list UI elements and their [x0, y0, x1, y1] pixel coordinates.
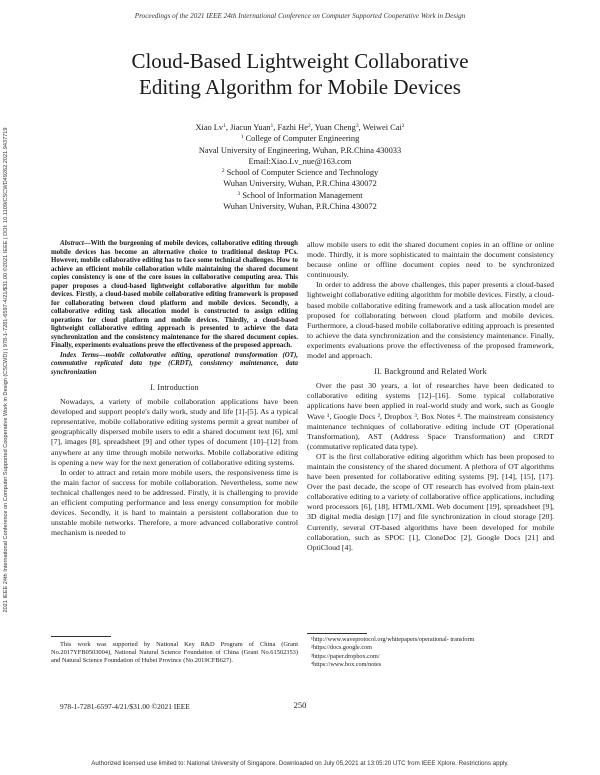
abstract-label: Abstract—	[60, 240, 91, 247]
author-name: Yuan Cheng	[314, 123, 356, 132]
section-heading-background: II. Background and Related Work	[374, 367, 487, 377]
section-heading-introduction: I. Introduction	[150, 383, 199, 392]
affiliation-2-address: Wuhan University, Wuhan, P.R.China 430072	[223, 179, 377, 189]
paper-title	[40, 48, 560, 100]
title-line-1: Cloud-Based Lightweight Collaborative	[131, 49, 469, 73]
author-name: Jiacun Yuan	[230, 123, 271, 132]
funding-footnote	[51, 641, 298, 665]
license-notice: Authorized licensed use limited to: National University of Singapore. Downloaded on July 05,2021 at 13:05:20 UTC from IEEE Xplore. Restrictions apply.	[91, 760, 509, 767]
footnote-url-3: ³https://paper.dropbox.com/	[311, 652, 380, 660]
affiliation-3	[100, 190, 500, 201]
footnote-url-2: ²https://docs.google.com	[311, 644, 372, 652]
affiliation-3-address: Wuhan University, Wuhan, P.R.China 430072	[223, 202, 377, 212]
index-terms	[51, 352, 298, 378]
author-sup: 3	[355, 123, 359, 129]
author-sup: 2	[307, 123, 311, 129]
index-terms-text: mobile collaborative editing, operational transformation (OT), commutative replicated data type (CRDT), consistency maintenance, data synchronization	[51, 351, 299, 376]
affiliation-name: School of Computer Science and Technology	[226, 168, 379, 178]
author-sup: 1	[223, 123, 226, 129]
url-footnotes	[311, 636, 551, 670]
author-name: Xiao Lv	[195, 123, 224, 132]
affiliation-1-address: Naval University of Engineering, Wuhan, P.R.China 430033	[198, 145, 402, 155]
page-number: 250	[293, 700, 307, 710]
affiliation-sup: 2	[221, 168, 225, 175]
doi-sidebar-text: 2021 IEEE 24th International Conference on Computer Supported Cooperative Work in Design (CSCWD) | 978-1-7281-6597-4/21/$31.00 ©2021 IEEE | DOI: 10.1109/CSCWD49262.2021.9437719	[3, 127, 9, 613]
author-name: Fazhi He	[277, 123, 308, 132]
left-column	[51, 240, 298, 538]
footnote-url-1: ¹http://www.waveprotocol.org/whitepapers/operational- transform	[311, 636, 475, 643]
footnote-url-4: ⁴https://www.box.com/notes	[311, 661, 382, 669]
intro-paragraph-continued: allow mobile users to edit the shared document copies in an offline or online mode. Thirdly, it is more sophisticated to maintain the document consistency because online or offline document copies need to be synchronized continuously.	[307, 240, 554, 280]
affiliation-2	[100, 167, 500, 178]
intro-paragraph-1: Nowadays, a variety of mobile collaboration applications have been developed and support people's daily work, study and life [1]-[5]. As a typical representative, mobile collaborative editing systems permit a great number of geographically dispersed mobile users to edit a shared document text [6], xml [7], images [8], spreadsheet [9] and other types of document [10]–[12] from anywhere at any time through mobile networks. Mobile collaborative editing is opening a new way for the next generation of collaborative editing systems.	[51, 397, 298, 467]
doi-sidebar	[1, 60, 11, 680]
footnote-rule-left	[51, 636, 111, 637]
author-block	[100, 122, 500, 212]
right-column	[307, 240, 554, 553]
abstract	[51, 240, 298, 351]
abstract-text: With the burgeoning of mobile devices, collaborative editing through mobile devices has become an alternative choice to traditional desktop PCs. However, mobile collaborative editing has to face some technical challenges. How to achieve an efficient mobile collaboration while maintaining the shared document copies consistency is one of the core issues in collaborative computing area. This paper proposes a cloud-based lightweight collaborative algorithm for mobile devices. Firstly, a cloud-based mobile collaborative editing framework is proposed for collaborating between cloud platform and mobile devices. Secondly, a collaborative editing task allocation model is constructed to assign editing operations for cloud platform and mobile devices. Thirdly, a cloud-based lightweight collaborative editing approach is presented to achieve the data synchronization and the consistency maintenance for the shared document copies. Finally, experiments evaluations prove the effectiveness of the proposed approach.	[51, 240, 298, 349]
title-line-2: Editing Algorithm for Mobile Devices	[139, 75, 461, 99]
background-paragraph-1: Over the past 30 years, a lot of researches have been dedicated to collaborative editing systems [12]–[16]. Some typical collaborative applications have been applied in real-world study and work, such as Google Wave ¹, Google Docs ², Dropbox ³, Box Notes ⁴. The mainstream consistency maintenance techniques of collaborative editing include OT (Operational Transformation), AST (Address Space Transformation) and CRDT (commutative replicated data type).	[307, 381, 554, 451]
background-paragraph-2: OT is the first collaborative editing algorithm which has been proposed to maintain the consistency of the shared document. A plethora of OT algorithms have been presented for collaborative editing systems [9], [14], [15], [17]. Over the past decade, the scope of OT research has evolved from plain-text collaborative editing to a variety of collaborative office applications, including word processors [6], [18], HTML/XML Web document [19], spreadsheet [9], 3D digital media design [17] and file synchronization in cloud storage [20]. Currently, several OT-based algorithms have been developed for mobile collaboration, such as SPOC [1], CloneDoc [2], Google Docs [21] and OptiCloud [4].	[307, 451, 554, 552]
affiliation-name: College of Computer Engineering	[245, 134, 360, 144]
funding-footnote-text: This work was supported by National Key R&D Program of China (Grant No.2017YFB0503004), National Natural Science Foundation of China (Grant No.61502353) and Natural Science Foundation of Hubei Province (No.2019CFB627).	[51, 641, 298, 664]
author-sup: 2	[401, 123, 405, 129]
intro-paragraph-3: In order to address the above challenges, this paper presents a cloud-based lightweight collaborative editing algorithm for mobile devices. Firstly, a cloud-based mobile collaborative editing framework and a task allocation model are proposed for collaborating between cloud platform and mobile devices. Furthermore, a cloud-based mobile collaborative editing approach is presented to achieve the data synchronization and the consistency maintenance. Finally, experiments evaluations prove the effectiveness of the proposed framework, model and approach.	[307, 280, 554, 361]
isbn-copyright: 978-1-7281-6597-4/21/$31.00 ©2021 IEEE	[60, 702, 190, 711]
intro-paragraph-2: In order to attract and retain more mobile users, the responsiveness time is the main factor of success for mobile collaboration. Nevertheless, some new technical challenges need to be addressed. Firstly, it is challenging to provide an efficient computing performance and less energy consumption for mobile devices. Secondly, it is hard to maintain a persistent collaboration due to unstable mobile networks. Therefore, a more advanced collaborative control mechanism is needed to	[51, 467, 298, 538]
proceedings-header: Proceedings of the 2021 IEEE 24th International Conference on Computer Supported Cooperative Work in Design	[134, 12, 466, 20]
author-email: Email:Xiao.Lv_nue@163.com	[248, 156, 352, 166]
affiliation-1	[100, 133, 500, 144]
author-sup: 1	[270, 123, 274, 129]
author-names: Xiao Lv$^1$, Jiacun Yuan$^1$, Fazhi He$^2$, Yuan Cheng$^3$, Weiwei Cai$^2$	[195, 123, 405, 132]
footnote-rule-right	[307, 633, 367, 634]
affiliation-sup: 3	[237, 190, 241, 197]
affiliation-name: School of Information Management	[242, 190, 363, 200]
author-name: Weiwei Cai	[362, 123, 402, 132]
index-terms-label: Index Terms—	[60, 351, 106, 359]
affiliation-sup: 1	[240, 134, 244, 141]
